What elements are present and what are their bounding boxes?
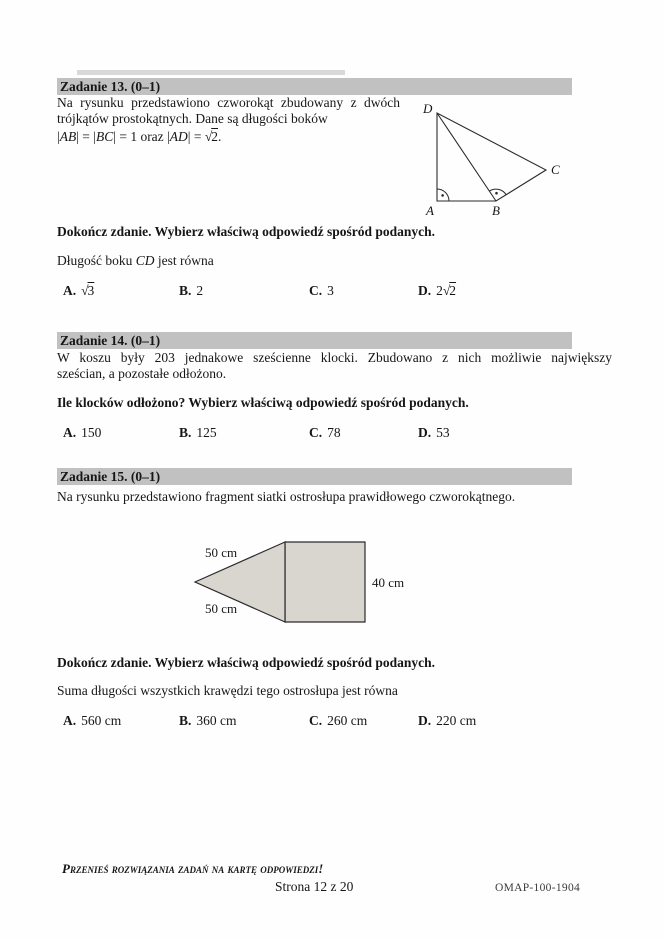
task-15-prompt: Dokończ zdanie. Wybierz właściwą odpowiedź spośród podanych.	[57, 655, 436, 670]
formula-part: | = |	[76, 129, 96, 144]
task-14-option-c	[309, 425, 341, 441]
option-value: 360 cm	[196, 713, 237, 728]
task-13-options	[57, 283, 612, 303]
option-label: B.	[179, 713, 192, 728]
option-value: 3	[327, 283, 334, 298]
square-root	[81, 283, 94, 298]
task-15-options	[57, 713, 612, 733]
option-label: D.	[418, 425, 432, 440]
task-15-option-c	[309, 713, 367, 729]
task-14-prompt: Ile klocków odłożono? Wybierz właściwą odpowiedź spośród podanych.	[57, 395, 469, 410]
page-number: Strona 12 z 20	[275, 879, 354, 894]
task-13-option-c	[309, 283, 334, 299]
task-14-header-bar	[57, 332, 572, 349]
radicand: 3	[87, 283, 95, 298]
task-13-text-line-2: trójkątów prostokątnych. Dane są długości boków	[57, 111, 328, 126]
radical-sign: √	[442, 283, 451, 298]
option-label: C.	[309, 425, 323, 440]
task-15-option-d	[418, 713, 476, 729]
angle-dot-b	[495, 192, 498, 195]
pyramid-net-figure	[185, 536, 420, 631]
option-value: 260 cm	[327, 713, 368, 728]
segment-cd: CD	[135, 253, 155, 268]
task-14-option-d	[418, 425, 450, 441]
option-value: 125	[196, 425, 217, 440]
square-root	[443, 283, 456, 298]
segment-ab: AB	[59, 129, 77, 144]
task-14-option-a	[63, 425, 101, 441]
angle-dot-a	[441, 194, 444, 197]
task-14-option-b	[179, 425, 217, 441]
diagonal-db	[437, 113, 496, 201]
task-13-formula	[57, 129, 400, 145]
vertex-label-d: D	[423, 101, 433, 116]
task-15-title: Zadanie 15. (0–1)	[60, 469, 161, 484]
option-label: C.	[309, 283, 323, 298]
task-13-header-bar	[57, 78, 572, 95]
formula-part: .	[218, 129, 222, 144]
radicand: 2	[449, 283, 457, 298]
option-value: 220 cm	[436, 713, 477, 728]
option-value: 2	[196, 283, 204, 298]
task-15-option-b	[179, 713, 237, 729]
option-label: B.	[179, 283, 192, 298]
formula-part: |	[57, 129, 60, 144]
segment-bc: BC	[95, 129, 114, 144]
option-label: B.	[179, 425, 192, 440]
option-label: A.	[63, 283, 77, 298]
task-15-header-bar	[57, 468, 572, 485]
task-14-text-line-1: W koszu były 203 jednakowe sześcienne klocki. Zbudowano z nich możliwie największy	[57, 350, 612, 365]
task-13-prompt: Dokończ zdanie. Wybierz właściwą odpowiedź spośród podanych.	[57, 224, 436, 239]
option-label: D.	[418, 283, 432, 298]
task-13-text-line-1: Na rysunku przedstawiono czworokąt zbudowany z dwóch	[57, 95, 400, 110]
quadrilateral-outline	[437, 113, 546, 201]
vertex-label-c: C	[551, 162, 560, 177]
scan-artifact-strip	[77, 70, 345, 75]
square-root	[205, 129, 218, 144]
radical-sign: √	[81, 283, 89, 298]
segment-ad: AD	[169, 129, 188, 144]
task-13-option-d	[418, 283, 456, 299]
transfer-note: Przenieś rozwiązania zadań na kartę odpowiedzi!	[62, 861, 324, 876]
option-label: A.	[63, 713, 77, 728]
radicand: 2	[211, 129, 218, 144]
option-label: C.	[309, 713, 323, 728]
edge-length-bottom: 50 cm	[205, 601, 238, 616]
task-13-title: Zadanie 13. (0–1)	[60, 79, 161, 94]
option-value: 78	[327, 425, 341, 440]
formula-part: | =	[187, 129, 205, 144]
option-value: 2	[436, 283, 443, 298]
vertex-label-b: B	[492, 203, 500, 218]
booklet-code: OMAP-100-1904	[495, 882, 581, 894]
task-15-stem: Suma długości wszystkich krawędzi tego ostrosłupa jest równa	[57, 683, 398, 698]
vertex-label-a: A	[426, 203, 434, 218]
formula-part: | = 1 oraz |	[113, 129, 170, 144]
task-13-stem	[57, 253, 612, 269]
radical-sign: √	[204, 129, 213, 144]
task-13-option-b	[179, 283, 203, 299]
task-13-option-a	[63, 283, 94, 299]
task-14-text-line-2: sześcian, a pozostałe odłożono.	[57, 366, 227, 381]
side-length-right: 40 cm	[372, 575, 405, 590]
task-14-title: Zadanie 14. (0–1)	[60, 333, 161, 348]
net-square-base	[285, 542, 365, 622]
stem-text: jest równa	[154, 253, 214, 268]
task-14-options	[57, 425, 612, 445]
option-value: 560 cm	[81, 713, 122, 728]
option-value: 150	[81, 425, 102, 440]
task-15-option-a	[63, 713, 121, 729]
option-label: D.	[418, 713, 432, 728]
quadrilateral-figure	[415, 98, 570, 220]
edge-length-top: 50 cm	[205, 545, 238, 560]
option-value: 53	[436, 425, 450, 440]
stem-text: Długość boku	[57, 253, 136, 268]
task-15-text-line-1: Na rysunku przedstawiono fragment siatki ostrosłupa prawidłowego czworokątnego.	[57, 489, 516, 504]
option-label: A.	[63, 425, 77, 440]
